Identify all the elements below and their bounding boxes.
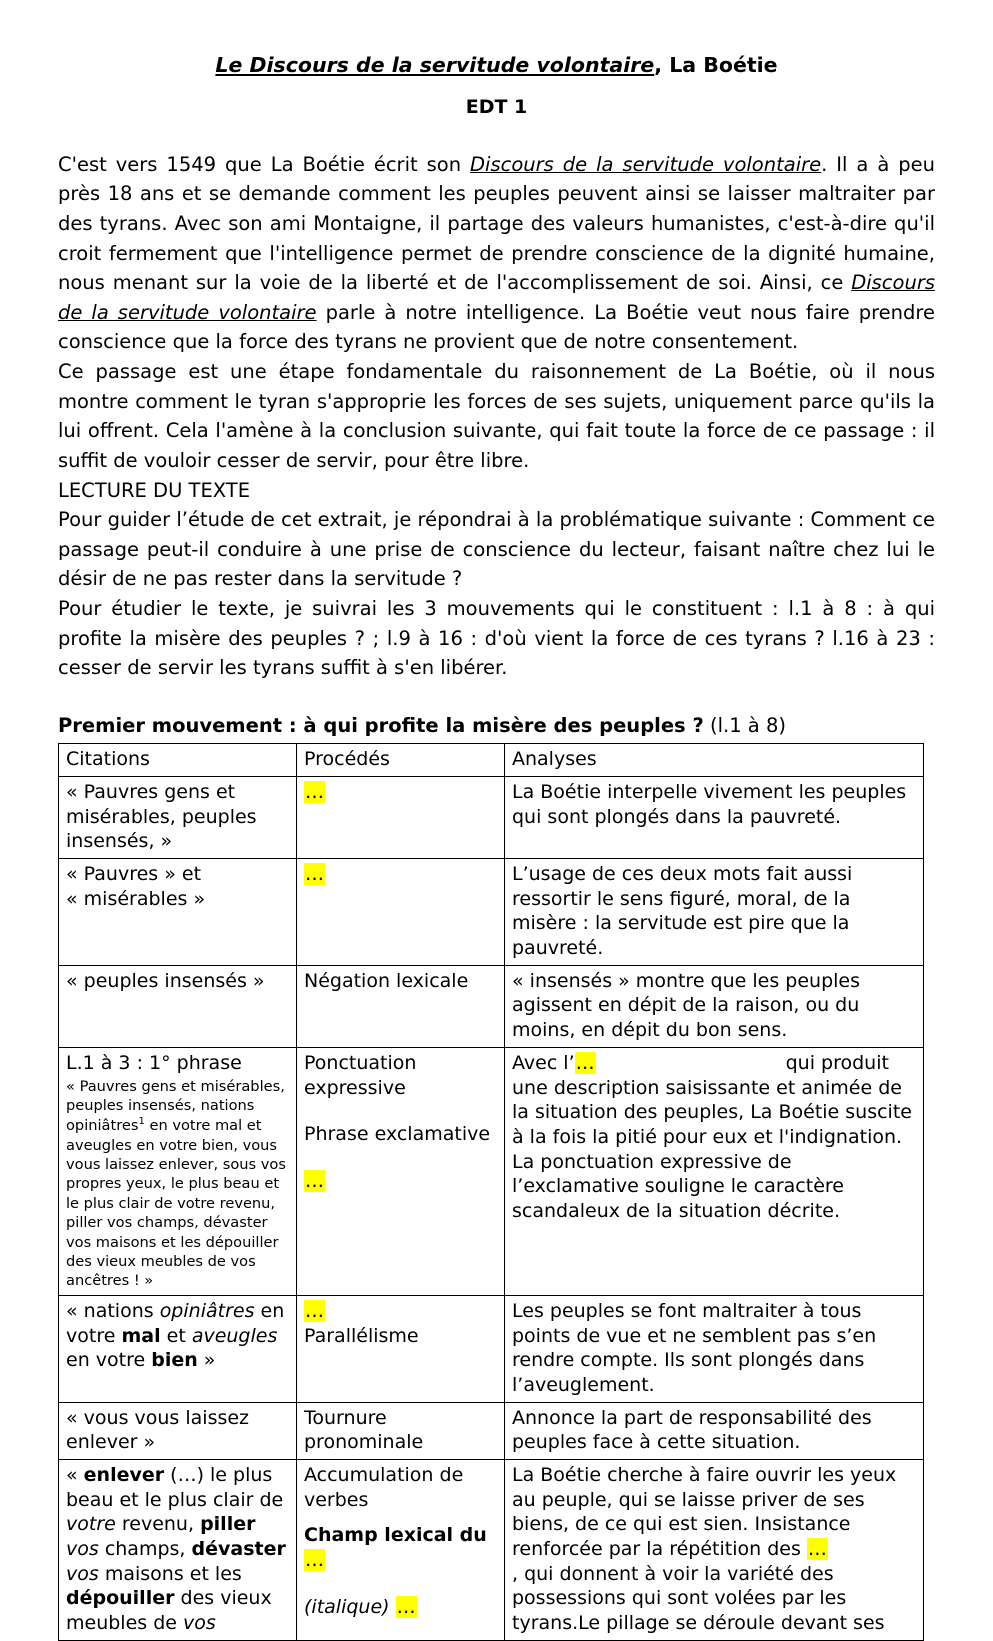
cell-citation: « peuples insensés » bbox=[59, 965, 297, 1047]
table-row bbox=[59, 1402, 924, 1459]
analysis-table bbox=[58, 743, 924, 1641]
citation-seg-bold: piller bbox=[200, 1513, 256, 1536]
citation-seg: en votre bbox=[66, 1349, 152, 1372]
document-title bbox=[58, 52, 935, 80]
citation-line-1: « Pauvres » et bbox=[66, 863, 202, 886]
table-row bbox=[59, 1047, 924, 1295]
cell-analyse: Annonce la part de responsabilité des peuples face à cette situation. bbox=[505, 1402, 924, 1459]
spacer bbox=[304, 1573, 498, 1595]
table-row bbox=[59, 1295, 924, 1402]
citation-title: L.1 à 3 : 1° phrase bbox=[66, 1051, 242, 1074]
citation-seg: » bbox=[197, 1349, 216, 1372]
mouvements-paragraph: Pour étudier le texte, je suivrai les 3 mouvements qui le constituent : l.1 à 8 : à qui profite la misère des peuples ? ; l.9 à 16 : d'où vient la force de ces tyrans ? l.16 à 23 : cesser de servir les tyrans suffit à s'en libérer. bbox=[58, 597, 935, 680]
intro-part-3: parle à notre intelligence. La Boétie veut nous faire prendre conscience que la force des tyrans ne provient que de notre consentement. bbox=[58, 300, 935, 354]
intro-paragraph bbox=[58, 150, 935, 357]
cell-procede bbox=[297, 1295, 505, 1402]
procede-line-1: Accumulation de verbes bbox=[304, 1463, 464, 1511]
citation-seg: « bbox=[66, 1463, 84, 1486]
table-row bbox=[59, 1459, 924, 1640]
spacer bbox=[304, 1512, 498, 1523]
procede-label: Parallélisme bbox=[304, 1324, 419, 1347]
citation-line-2: « misérables » bbox=[66, 887, 206, 910]
cell-analyse: « insensés » montre que les peuples agissent en dépit de la raison, ou du moins, en dépit du bon sens. bbox=[505, 965, 924, 1047]
citation-seg-bold: bien bbox=[151, 1349, 198, 1372]
procede-line-1: Ponctuation expressive bbox=[304, 1051, 417, 1099]
redacted-highlight: … bbox=[305, 863, 324, 886]
document-title-author: , La Boétie bbox=[654, 53, 778, 77]
citation-seg-italic: vos bbox=[66, 1538, 99, 1561]
citation-seg: maisons et les bbox=[98, 1562, 242, 1585]
cell-analyse: L’usage de ces deux mots fait aussi ressortir le sens figuré, moral, de la misère : la servitude est pire que la pauvreté. bbox=[505, 859, 924, 966]
cell-procede: Négation lexicale bbox=[297, 965, 505, 1047]
section-heading bbox=[58, 713, 935, 738]
spacer bbox=[304, 1147, 498, 1169]
problematique-paragraph: Pour guider l’étude de cet extrait, je répondrai à la problématique suivante : Comment ce passage peut-il conduire à une prise de conscience du lecteur, faisant naître chez lui le désir de ne pas rester dans la servitude ? bbox=[58, 508, 935, 591]
citation-quote-start: « Pauvres gens et misérables, peuples insensés, nations opiniâtres bbox=[66, 1077, 285, 1135]
cell-procede bbox=[297, 1459, 505, 1640]
cell-analyse: Les peuples se font maltraiter à tous points de vue et ne semblent pas s’en rendre compte. Ils sont plongés dans l’aveuglement. bbox=[505, 1295, 924, 1402]
table-row bbox=[59, 859, 924, 966]
analyse-prefix: Avec l’ bbox=[512, 1051, 575, 1074]
redacted-highlight: … bbox=[575, 1051, 595, 1074]
citation-seg: et bbox=[160, 1324, 192, 1347]
cell-citation: « Pauvres gens et misérables, peuples insensés, » bbox=[59, 776, 297, 858]
citation-seg: revenu, bbox=[115, 1513, 201, 1536]
analyse-suffix: qui produit une description saisissante et animée de la situation des peuples, La Boétie suscite à la fois la pitié pour eux et l'indignation. La ponctuation expressive de l’exclamative souligne le caractère scandaleux de la situation décrite. bbox=[512, 1051, 912, 1222]
document-subtitle: EDT 1 bbox=[465, 95, 528, 118]
citation-seg-bold: dépouiller bbox=[66, 1587, 175, 1610]
citation-seg-italic: vos bbox=[66, 1562, 99, 1585]
citation-seg: (…) le plus beau et le plus clair de bbox=[66, 1463, 284, 1511]
citation-seg: « nations bbox=[66, 1299, 160, 1322]
cell-citation: « vous vous laissez enlever » bbox=[59, 1402, 297, 1459]
citation-seg: des vieux meubles de bbox=[66, 1587, 272, 1635]
cell-citation bbox=[59, 859, 297, 966]
citation-seg: champs, bbox=[98, 1538, 192, 1561]
footnote-marker: 1 bbox=[138, 1116, 145, 1128]
procede-italique-note: (italique) bbox=[304, 1595, 390, 1618]
intro-work-title-1: Discours de la servitude volontaire bbox=[470, 152, 822, 176]
cell-citation bbox=[59, 1047, 297, 1295]
analyse-prefix: La Boétie cherche à faire ouvrir les yeux au peuple, qui se laisse priver de ses biens, de ce qui est sien. Insistance renforcée par la répétition des bbox=[512, 1463, 897, 1561]
citation-quote-rest: en votre mal et aveugles en votre bien, vous vous laissez enlever, sous vos propres yeux, le plus beau et le plus clair de votre revenu, piller vos champs, dévaster vos maisons et les dépouiller des vieux meubles de vos ancêtres ! » bbox=[66, 1117, 286, 1290]
redacted-highlight: … bbox=[807, 1538, 827, 1561]
citation-seg-bold: enlever bbox=[83, 1463, 165, 1486]
citation-seg-italic: vos bbox=[183, 1612, 216, 1635]
redacted-highlight: … bbox=[305, 780, 324, 803]
cell-procede: Tournure pronominale bbox=[297, 1402, 505, 1459]
cell-procede bbox=[297, 1047, 505, 1295]
table-row bbox=[59, 776, 924, 858]
cell-analyse bbox=[505, 1459, 924, 1640]
redacted-highlight: … bbox=[305, 1169, 324, 1192]
intro-work-title-2: Discours de la servitude volontaire bbox=[58, 271, 935, 324]
table-header-row bbox=[59, 744, 924, 777]
passage-paragraph: Ce passage est une étape fondamentale du raisonnement de La Boétie, où il nous montre comment le tyran s'approprie les forces de ses sujets, uniquement parce qu'ils la lui offrent. Cela l'amène à la conclusion suivante, qui fait toute la force de ce passage : il suffit de vouloir cesser de servir, pour être libre. bbox=[58, 360, 935, 472]
cell-citation bbox=[59, 1295, 297, 1402]
procede-line-2: Phrase exclamative bbox=[304, 1123, 491, 1146]
section-heading-main: Premier mouvement : à qui profite la misère des peuples ? bbox=[58, 713, 704, 737]
cell-procede bbox=[297, 776, 505, 858]
cell-procede bbox=[297, 859, 505, 966]
citation-seg-italic: opiniâtres bbox=[159, 1299, 255, 1322]
lecture-du-texte-label: LECTURE DU TEXTE bbox=[58, 478, 251, 502]
redacted-highlight: … bbox=[305, 1549, 324, 1572]
column-header-analyses: Analyses bbox=[505, 744, 924, 777]
procede-line-2-bold: Champ lexical du bbox=[304, 1524, 487, 1547]
analyse-suffix: , qui donnent à voir la variété des possessions qui sont volées par les tyrans.Le pillage se déroule devant ses bbox=[512, 1562, 885, 1635]
citation-seg: en votre bbox=[66, 1299, 285, 1347]
citation-seg-bold: mal bbox=[121, 1324, 161, 1347]
citation-quote-block bbox=[66, 1077, 290, 1291]
redacted-highlight: … bbox=[396, 1595, 416, 1618]
cell-citation bbox=[59, 1459, 297, 1640]
column-header-procedes: Procédés bbox=[297, 744, 505, 777]
intro-part-2: . Il a à peu près 18 ans et se demande comment les peuples peuvent ainsi se laisser maltraiter par des tyrans. Avec son ami Montaigne, il partage des valeurs humanistes, c'est-à-dire qu'il croit fermement que l'intelligence permet de prendre conscience de la dignité humaine, nous menant sur la voie de la liberté et de l'accomplissement de soi. Ainsi, ce bbox=[58, 152, 935, 295]
column-header-citations: Citations bbox=[59, 744, 297, 777]
section-heading-sub: (l.1 à 8) bbox=[703, 713, 786, 737]
document-title-work: Le Discours de la servitude volontaire bbox=[215, 53, 655, 77]
citation-seg-bold: dévaster bbox=[191, 1538, 286, 1561]
citation-seg-italic: votre bbox=[66, 1513, 116, 1536]
cell-analyse: La Boétie interpelle vivement les peuples qui sont plongés dans la pauvreté. bbox=[505, 776, 924, 858]
spacer bbox=[304, 1100, 498, 1122]
table-row bbox=[59, 965, 924, 1047]
intro-part-1: C'est vers 1549 que La Boétie écrit son bbox=[58, 152, 471, 176]
cell-analyse bbox=[505, 1047, 924, 1295]
citation-seg-italic: aveugles bbox=[191, 1324, 278, 1347]
redacted-highlight: … bbox=[305, 1299, 324, 1322]
